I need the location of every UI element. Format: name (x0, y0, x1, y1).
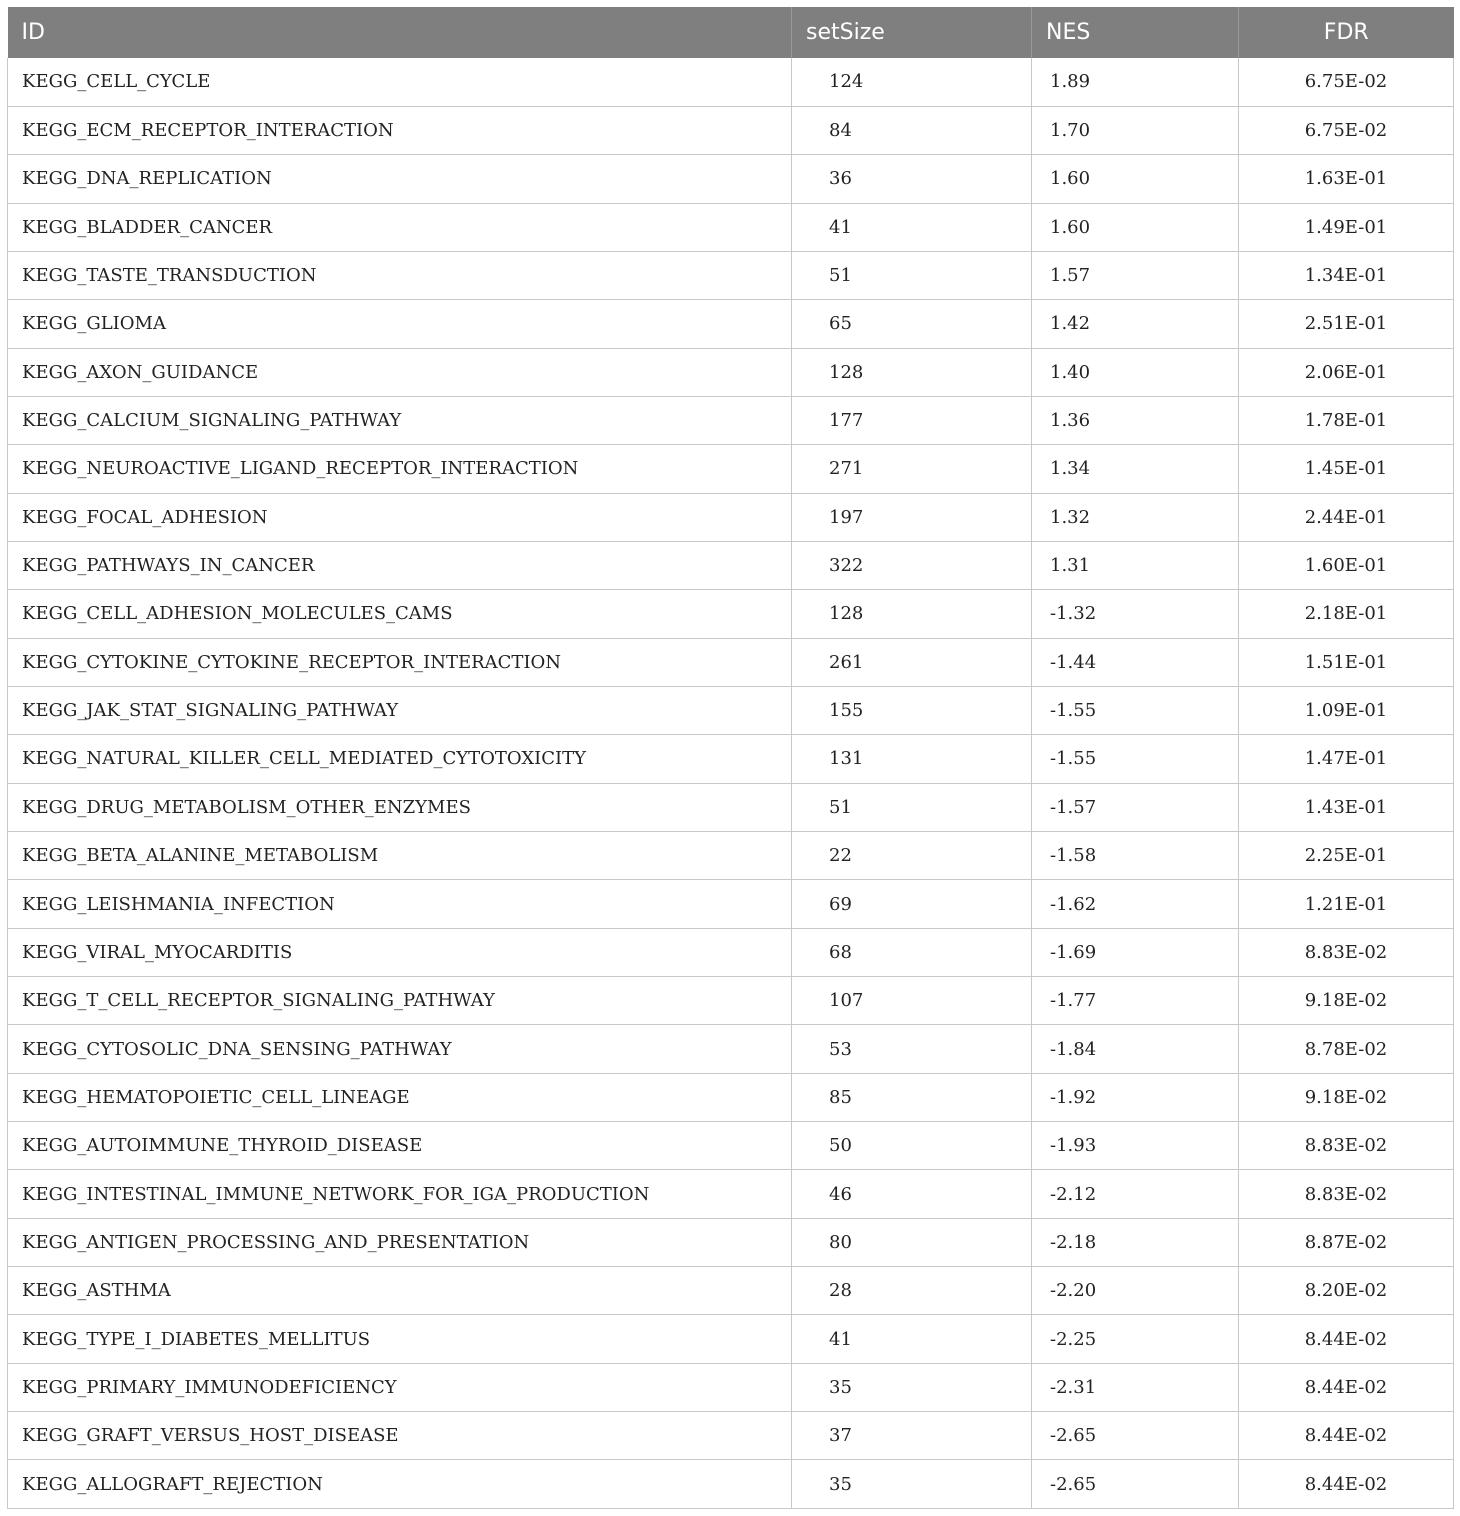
column-header-setsize: setSize (792, 7, 1032, 58)
column-header-fdr: FDR (1239, 7, 1454, 58)
cell-fdr: 9.18E-02 (1239, 977, 1454, 1025)
cell-fdr: 1.47E-01 (1239, 735, 1454, 783)
cell-setsize: 65 (792, 300, 1032, 348)
cell-nes: -1.93 (1032, 1122, 1239, 1170)
cell-setsize: 28 (792, 1267, 1032, 1315)
table-row (8, 1412, 1454, 1460)
cell-id: KEGG_CALCIUM_SIGNALING_PATHWAY (8, 396, 792, 444)
table-row (8, 1122, 1454, 1170)
cell-setsize: 155 (792, 686, 1032, 734)
cell-fdr: 1.78E-01 (1239, 396, 1454, 444)
cell-setsize: 131 (792, 735, 1032, 783)
cell-id: KEGG_JAK_STAT_SIGNALING_PATHWAY (8, 686, 792, 734)
cell-setsize: 128 (792, 590, 1032, 638)
table-row (8, 300, 1454, 348)
cell-nes: -2.65 (1032, 1460, 1239, 1508)
cell-fdr: 8.20E-02 (1239, 1267, 1454, 1315)
cell-id: KEGG_DRUG_METABOLISM_OTHER_ENZYMES (8, 783, 792, 831)
cell-id: KEGG_INTESTINAL_IMMUNE_NETWORK_FOR_IGA_PRODUCTION (8, 1170, 792, 1218)
cell-fdr: 2.25E-01 (1239, 832, 1454, 880)
table-row (8, 541, 1454, 589)
cell-id: KEGG_ASTHMA (8, 1267, 792, 1315)
cell-fdr: 1.34E-01 (1239, 251, 1454, 299)
cell-nes: 1.70 (1032, 106, 1239, 154)
cell-id: KEGG_T_CELL_RECEPTOR_SIGNALING_PATHWAY (8, 977, 792, 1025)
cell-nes: -1.62 (1032, 880, 1239, 928)
cell-nes: -1.69 (1032, 928, 1239, 976)
cell-id: KEGG_CYTOSOLIC_DNA_SENSING_PATHWAY (8, 1025, 792, 1073)
cell-setsize: 51 (792, 783, 1032, 831)
cell-fdr: 6.75E-02 (1239, 106, 1454, 154)
cell-id: KEGG_VIRAL_MYOCARDITIS (8, 928, 792, 976)
cell-id: KEGG_CELL_ADHESION_MOLECULES_CAMS (8, 590, 792, 638)
cell-nes: 1.36 (1032, 396, 1239, 444)
cell-fdr: 2.51E-01 (1239, 300, 1454, 348)
table-row (8, 1267, 1454, 1315)
cell-setsize: 41 (792, 203, 1032, 251)
cell-setsize: 46 (792, 1170, 1032, 1218)
table-row (8, 638, 1454, 686)
cell-setsize: 271 (792, 445, 1032, 493)
cell-fdr: 1.45E-01 (1239, 445, 1454, 493)
cell-id: KEGG_BLADDER_CANCER (8, 203, 792, 251)
table-row (8, 590, 1454, 638)
cell-id: KEGG_ALLOGRAFT_REJECTION (8, 1460, 792, 1508)
cell-nes: -1.92 (1032, 1073, 1239, 1121)
cell-nes: -1.44 (1032, 638, 1239, 686)
table-row (8, 783, 1454, 831)
table-row (8, 1315, 1454, 1363)
table-row (8, 348, 1454, 396)
cell-fdr: 8.44E-02 (1239, 1460, 1454, 1508)
cell-fdr: 9.18E-02 (1239, 1073, 1454, 1121)
cell-fdr: 6.75E-02 (1239, 58, 1454, 106)
cell-nes: -2.25 (1032, 1315, 1239, 1363)
cell-fdr: 1.09E-01 (1239, 686, 1454, 734)
cell-id: KEGG_TASTE_TRANSDUCTION (8, 251, 792, 299)
cell-setsize: 68 (792, 928, 1032, 976)
cell-nes: 1.42 (1032, 300, 1239, 348)
cell-setsize: 35 (792, 1363, 1032, 1411)
table-row (8, 686, 1454, 734)
cell-nes: -1.58 (1032, 832, 1239, 880)
table-row (8, 977, 1454, 1025)
table-row (8, 251, 1454, 299)
cell-fdr: 1.51E-01 (1239, 638, 1454, 686)
cell-id: KEGG_BETA_ALANINE_METABOLISM (8, 832, 792, 880)
cell-setsize: 51 (792, 251, 1032, 299)
cell-fdr: 1.63E-01 (1239, 155, 1454, 203)
cell-fdr: 8.78E-02 (1239, 1025, 1454, 1073)
table-row (8, 928, 1454, 976)
cell-id: KEGG_ANTIGEN_PROCESSING_AND_PRESENTATION (8, 1218, 792, 1266)
cell-fdr: 8.44E-02 (1239, 1412, 1454, 1460)
cell-nes: -1.77 (1032, 977, 1239, 1025)
table-row (8, 1218, 1454, 1266)
cell-id: KEGG_CYTOKINE_CYTOKINE_RECEPTOR_INTERACTION (8, 638, 792, 686)
table-row (8, 203, 1454, 251)
column-header-id: ID (21, 20, 45, 45)
cell-id: KEGG_PRIMARY_IMMUNODEFICIENCY (8, 1363, 792, 1411)
cell-fdr: 8.83E-02 (1239, 1170, 1454, 1218)
cell-setsize: 53 (792, 1025, 1032, 1073)
cell-nes: -2.18 (1032, 1218, 1239, 1266)
cell-nes: 1.31 (1032, 541, 1239, 589)
cell-nes: 1.57 (1032, 251, 1239, 299)
table-row (8, 155, 1454, 203)
cell-id: KEGG_NATURAL_KILLER_CELL_MEDIATED_CYTOTOXICITY (8, 735, 792, 783)
cell-fdr: 8.83E-02 (1239, 928, 1454, 976)
cell-setsize: 80 (792, 1218, 1032, 1266)
table-row (8, 1363, 1454, 1411)
cell-nes: -1.57 (1032, 783, 1239, 831)
table-row (8, 396, 1454, 444)
cell-nes: 1.89 (1032, 58, 1239, 106)
cell-fdr: 1.60E-01 (1239, 541, 1454, 589)
cell-id: KEGG_GRAFT_VERSUS_HOST_DISEASE (8, 1412, 792, 1460)
cell-fdr: 1.49E-01 (1239, 203, 1454, 251)
cell-fdr: 1.43E-01 (1239, 783, 1454, 831)
cell-setsize: 50 (792, 1122, 1032, 1170)
cell-setsize: 36 (792, 155, 1032, 203)
header-row (8, 7, 1454, 58)
cell-nes: -2.31 (1032, 1363, 1239, 1411)
cell-fdr: 8.83E-02 (1239, 1122, 1454, 1170)
cell-fdr: 2.06E-01 (1239, 348, 1454, 396)
cell-nes: -2.20 (1032, 1267, 1239, 1315)
results-table-container (7, 7, 1453, 1509)
cell-setsize: 128 (792, 348, 1032, 396)
table-row (8, 493, 1454, 541)
table-row (8, 735, 1454, 783)
cell-id: KEGG_TYPE_I_DIABETES_MELLITUS (8, 1315, 792, 1363)
cell-fdr: 8.44E-02 (1239, 1315, 1454, 1363)
cell-setsize: 69 (792, 880, 1032, 928)
table-row (8, 832, 1454, 880)
cell-nes: -2.65 (1032, 1412, 1239, 1460)
cell-nes: -1.55 (1032, 735, 1239, 783)
cell-nes: 1.40 (1032, 348, 1239, 396)
cell-id: KEGG_ECM_RECEPTOR_INTERACTION (8, 106, 792, 154)
column-header-nes: NES (1032, 7, 1239, 58)
table-row (8, 106, 1454, 154)
cell-setsize: 37 (792, 1412, 1032, 1460)
cell-setsize: 197 (792, 493, 1032, 541)
cell-setsize: 322 (792, 541, 1032, 589)
cell-setsize: 124 (792, 58, 1032, 106)
cell-id: KEGG_LEISHMANIA_INFECTION (8, 880, 792, 928)
cell-nes: 1.34 (1032, 445, 1239, 493)
table-body (8, 58, 1454, 1508)
cell-fdr: 1.21E-01 (1239, 880, 1454, 928)
cell-id: KEGG_FOCAL_ADHESION (8, 493, 792, 541)
table-header (8, 7, 1454, 58)
table-row (8, 445, 1454, 493)
cell-setsize: 22 (792, 832, 1032, 880)
cell-id: KEGG_NEUROACTIVE_LIGAND_RECEPTOR_INTERACTION (8, 445, 792, 493)
table-row (8, 1460, 1454, 1508)
cell-fdr: 2.18E-01 (1239, 590, 1454, 638)
cell-nes: 1.60 (1032, 203, 1239, 251)
cell-setsize: 84 (792, 106, 1032, 154)
cell-id: KEGG_HEMATOPOIETIC_CELL_LINEAGE (8, 1073, 792, 1121)
cell-fdr: 8.87E-02 (1239, 1218, 1454, 1266)
table-row (8, 1025, 1454, 1073)
table-row (8, 880, 1454, 928)
cell-id: KEGG_AXON_GUIDANCE (8, 348, 792, 396)
cell-setsize: 35 (792, 1460, 1032, 1508)
cell-id: KEGG_GLIOMA (8, 300, 792, 348)
cell-id: KEGG_DNA_REPLICATION (8, 155, 792, 203)
cell-setsize: 85 (792, 1073, 1032, 1121)
cell-setsize: 107 (792, 977, 1032, 1025)
cell-setsize: 41 (792, 1315, 1032, 1363)
cell-fdr: 8.44E-02 (1239, 1363, 1454, 1411)
cell-nes: -1.55 (1032, 686, 1239, 734)
cell-id: KEGG_CELL_CYCLE (8, 58, 792, 106)
cell-nes: 1.32 (1032, 493, 1239, 541)
table-row (8, 1170, 1454, 1218)
cell-fdr: 2.44E-01 (1239, 493, 1454, 541)
cell-nes: -1.32 (1032, 590, 1239, 638)
kegg-results-table (7, 7, 1454, 1509)
cell-setsize: 261 (792, 638, 1032, 686)
table-row (8, 1073, 1454, 1121)
cell-nes: 1.60 (1032, 155, 1239, 203)
cell-nes: -1.84 (1032, 1025, 1239, 1073)
cell-setsize: 177 (792, 396, 1032, 444)
cell-id: KEGG_PATHWAYS_IN_CANCER (8, 541, 792, 589)
table-row (8, 58, 1454, 106)
cell-nes: -2.12 (1032, 1170, 1239, 1218)
cell-id: KEGG_AUTOIMMUNE_THYROID_DISEASE (8, 1122, 792, 1170)
